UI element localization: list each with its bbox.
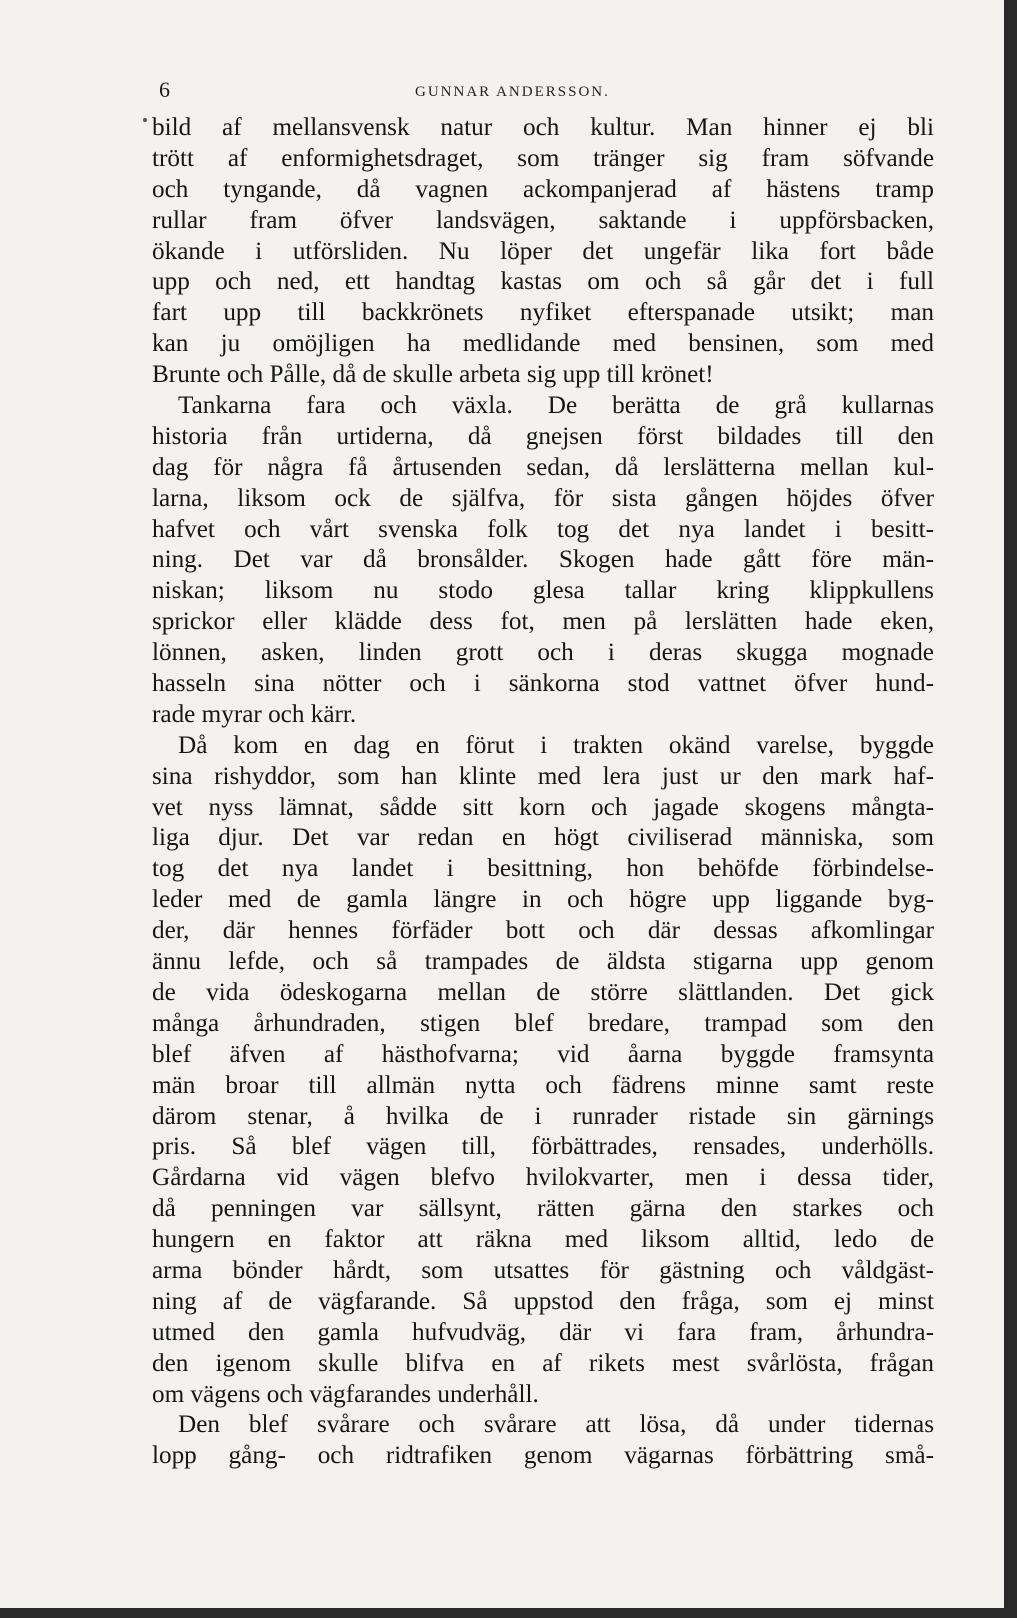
text-line: ning af de vägfarande. Så uppstod den fråga, som ej minst bbox=[152, 1287, 934, 1315]
text-line: hafvet och vårt svenska folk tog det nya landet i besitt- bbox=[152, 515, 934, 543]
text-line: kan ju omöjligen ha medlidande med bensinen, som med bbox=[152, 330, 934, 358]
text-line: hasseln sina nötter och i sänkorna stod vattnet öfver hund- bbox=[152, 670, 934, 698]
text-line: ökande i utförsliden. Nu löper det ungefär lika fort både bbox=[152, 237, 934, 265]
text-line: många århundraden, stigen blef bredare, trampad som den bbox=[152, 1009, 934, 1037]
text-line: bild af mellansvensk natur och kultur. Man hinner ej bli bbox=[152, 114, 934, 141]
text-line: tog det nya landet i besittning, hon behöfde förbindelse- bbox=[152, 855, 934, 883]
text-line: sprickor eller klädde dess fot, men på lerslätten hade eken, bbox=[152, 608, 934, 636]
text-line: leder med de gamla längre in och högre upp liggande byg- bbox=[152, 886, 934, 914]
text-line: utmed den gamla hufvudväg, där vi fara fram, århundra- bbox=[152, 1318, 934, 1346]
text-line: larna, liksom ock de själfva, för sista gången höjdes öfver bbox=[152, 484, 934, 512]
text-line: sina rishyddor, som han klinte med lera just ur den mark haf- bbox=[152, 762, 934, 790]
text-line: män broar till allmän nytta och fädrens minne samt reste bbox=[152, 1071, 934, 1099]
text-line: den igenom skulle blifva en af rikets mest svårlösta, frågan bbox=[152, 1349, 934, 1377]
text-line: der, där hennes förfäder bott och där dessas afkomlingar bbox=[152, 917, 934, 945]
text-line: arma bönder hårdt, som utsattes för gästning och våldgäst- bbox=[152, 1256, 934, 1284]
text-line: blef äfven af hästhofvarna; vid åarna byggde framsynta bbox=[152, 1040, 934, 1068]
page-number: 6 bbox=[159, 77, 170, 102]
text-line: pris. Så blef vägen till, förbättrades, rensades, underhölls. bbox=[152, 1133, 934, 1161]
text-line: niskan; liksom nu stodo glesa tallar kring klippkullens bbox=[152, 577, 934, 605]
text-line: ning. Det var då bronsålder. Skogen hade gått före män- bbox=[152, 546, 934, 574]
speck-mark bbox=[143, 118, 147, 122]
text-line: upp och ned, ett handtag kastas om och så går det i full bbox=[152, 268, 934, 296]
text-line: Då kom en dag en förut i trakten okänd varelse, byggde bbox=[178, 731, 934, 759]
text-line: Den blef svårare och svårare att lösa, då under tidernas bbox=[178, 1411, 934, 1439]
text-line: de vida ödeskogarna mellan de större slättlanden. Det gick bbox=[152, 978, 934, 1006]
text-line: vet nyss lämnat, sådde sitt korn och jagade skogens mångta- bbox=[152, 793, 934, 821]
text-line: Tankarna fara och växla. De berätta de grå kullarnas bbox=[178, 392, 934, 420]
text-line: fart upp till backkrönets nyfiket efterspanade utsikt; man bbox=[152, 299, 934, 327]
text-line: liga djur. Det var redan en högt civiliserad människa, som bbox=[152, 824, 934, 852]
text-line: rade myrar och kärr. bbox=[152, 700, 357, 728]
text-line: lopp gång- och ridtrafiken genom vägarnas förbättring små- bbox=[152, 1442, 934, 1470]
text-line: lönnen, asken, linden grott och i deras skugga mognade bbox=[152, 639, 934, 667]
text-line: därom stenar, å hvilka de i runrader ristade sin gärnings bbox=[152, 1102, 934, 1130]
page-header bbox=[155, 77, 916, 107]
body-text bbox=[152, 113, 934, 1472]
text-line: trött af enformighetsdraget, som tränger sig fram söfvande bbox=[152, 144, 934, 172]
text-line: dag för några få årtusenden sedan, då lerslätterna mellan kul- bbox=[152, 453, 934, 481]
text-line: Brunte och Pålle, då de skulle arbeta sig upp till krönet! bbox=[152, 361, 714, 389]
running-head: GUNNAR ANDERSSON. bbox=[415, 84, 610, 100]
text-line: Gårdarna vid vägen blefvo hvilokvarter, men i dessa tider, bbox=[152, 1164, 934, 1192]
text-line: då penningen var sällsynt, rätten gärna den starkes och bbox=[152, 1195, 934, 1223]
text-line: rullar fram öfver landsvägen, saktande i uppförsbacken, bbox=[152, 206, 934, 234]
text-line: om vägens och vägfarandes underhåll. bbox=[152, 1380, 539, 1408]
text-line: och tyngande, då vagnen ackompanjerad af hästens tramp bbox=[152, 175, 934, 203]
text-line: hungern en faktor att räkna med liksom alltid, ledo de bbox=[152, 1226, 934, 1254]
text-line: historia från urtiderna, då gnejsen först bildades till den bbox=[152, 422, 934, 450]
text-line: ännu lefde, och så trampades de äldsta stigarna upp genom bbox=[152, 948, 934, 976]
